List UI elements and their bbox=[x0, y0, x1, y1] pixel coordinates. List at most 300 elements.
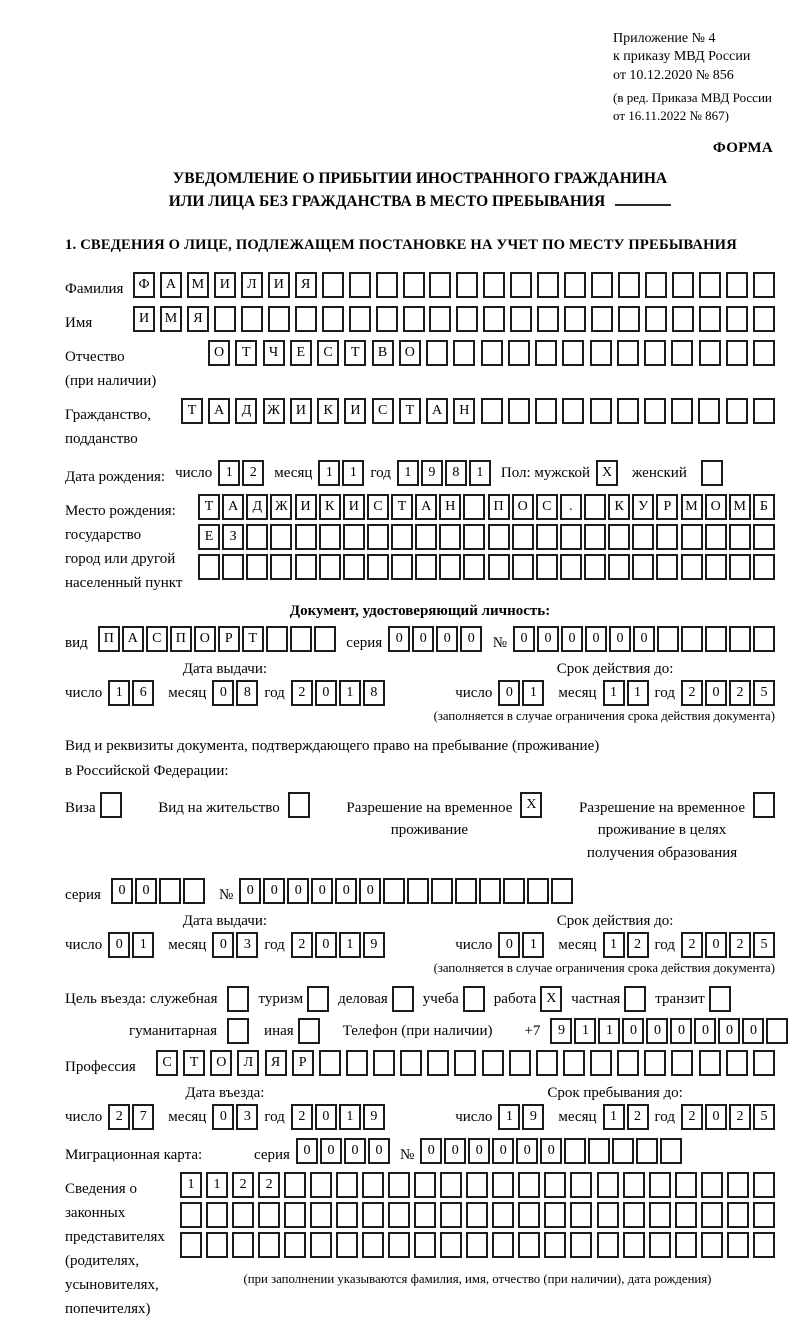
char-box[interactable] bbox=[623, 1202, 645, 1228]
char-box[interactable] bbox=[463, 554, 485, 580]
char-box[interactable]: 0 bbox=[670, 1018, 692, 1044]
char-box[interactable] bbox=[753, 306, 775, 332]
char-box[interactable] bbox=[699, 340, 721, 366]
char-box[interactable] bbox=[206, 1232, 228, 1258]
char-box[interactable]: 1 bbox=[498, 1104, 520, 1130]
char-box[interactable] bbox=[376, 272, 398, 298]
char-box[interactable]: X bbox=[520, 792, 542, 818]
char-box[interactable]: И bbox=[133, 306, 155, 332]
char-box[interactable]: Т bbox=[242, 626, 264, 652]
char-box[interactable]: Т bbox=[344, 340, 366, 366]
char-box[interactable]: 0 bbox=[359, 878, 381, 904]
char-box[interactable] bbox=[701, 1232, 723, 1258]
char-box[interactable] bbox=[346, 1050, 368, 1076]
char-box[interactable] bbox=[232, 1202, 254, 1228]
char-box[interactable] bbox=[241, 306, 263, 332]
char-box[interactable] bbox=[307, 986, 329, 1012]
char-box[interactable]: Ч bbox=[263, 340, 285, 366]
char-box[interactable] bbox=[681, 524, 703, 550]
char-box[interactable]: 0 bbox=[468, 1138, 490, 1164]
char-box[interactable] bbox=[551, 878, 573, 904]
char-box[interactable] bbox=[618, 272, 640, 298]
char-box[interactable] bbox=[537, 272, 559, 298]
char-box[interactable]: А bbox=[222, 494, 244, 520]
char-box[interactable]: М bbox=[160, 306, 182, 332]
char-box[interactable]: 0 bbox=[585, 626, 607, 652]
char-box[interactable]: 0 bbox=[212, 680, 234, 706]
char-box[interactable]: 1 bbox=[132, 932, 154, 958]
char-box[interactable] bbox=[671, 398, 693, 424]
char-box[interactable] bbox=[391, 554, 413, 580]
char-box[interactable] bbox=[675, 1172, 697, 1198]
char-box[interactable]: 0 bbox=[212, 1104, 234, 1130]
char-box[interactable]: К bbox=[317, 398, 339, 424]
char-box[interactable]: 3 bbox=[236, 932, 258, 958]
char-box[interactable]: Б bbox=[753, 494, 775, 520]
char-box[interactable] bbox=[295, 306, 317, 332]
char-box[interactable]: М bbox=[729, 494, 751, 520]
char-box[interactable]: О bbox=[208, 340, 230, 366]
char-box[interactable]: 0 bbox=[239, 878, 261, 904]
char-box[interactable] bbox=[362, 1172, 384, 1198]
char-box[interactable] bbox=[753, 792, 775, 818]
char-box[interactable]: 1 bbox=[627, 680, 649, 706]
char-box[interactable] bbox=[675, 1202, 697, 1228]
char-box[interactable]: 0 bbox=[498, 932, 520, 958]
char-box[interactable]: 0 bbox=[705, 680, 727, 706]
char-box[interactable] bbox=[439, 554, 461, 580]
char-box[interactable] bbox=[644, 340, 666, 366]
char-box[interactable]: 1 bbox=[318, 460, 340, 486]
char-box[interactable] bbox=[597, 1172, 619, 1198]
char-box[interactable] bbox=[518, 1202, 540, 1228]
char-box[interactable]: 2 bbox=[108, 1104, 130, 1130]
char-box[interactable] bbox=[590, 340, 612, 366]
char-box[interactable] bbox=[623, 1232, 645, 1258]
char-box[interactable]: С bbox=[367, 494, 389, 520]
char-box[interactable] bbox=[288, 792, 310, 818]
char-box[interactable] bbox=[488, 554, 510, 580]
char-box[interactable] bbox=[298, 1018, 320, 1044]
char-box[interactable] bbox=[483, 272, 505, 298]
char-box[interactable] bbox=[290, 626, 312, 652]
char-box[interactable]: 8 bbox=[445, 460, 467, 486]
char-box[interactable]: 9 bbox=[363, 932, 385, 958]
char-box[interactable] bbox=[570, 1172, 592, 1198]
char-box[interactable] bbox=[503, 878, 525, 904]
char-box[interactable]: 0 bbox=[315, 1104, 337, 1130]
char-box[interactable] bbox=[753, 272, 775, 298]
char-box[interactable] bbox=[645, 306, 667, 332]
char-box[interactable] bbox=[699, 1050, 721, 1076]
char-box[interactable] bbox=[727, 1202, 749, 1228]
char-box[interactable]: 0 bbox=[412, 626, 434, 652]
char-box[interactable] bbox=[415, 524, 437, 550]
char-box[interactable] bbox=[536, 1050, 558, 1076]
char-box[interactable] bbox=[644, 1050, 666, 1076]
char-box[interactable] bbox=[632, 524, 654, 550]
char-box[interactable]: 0 bbox=[609, 626, 631, 652]
char-box[interactable] bbox=[392, 986, 414, 1012]
char-box[interactable]: Д bbox=[235, 398, 257, 424]
char-box[interactable] bbox=[268, 306, 290, 332]
char-box[interactable] bbox=[246, 524, 268, 550]
char-box[interactable] bbox=[284, 1172, 306, 1198]
char-box[interactable] bbox=[608, 554, 630, 580]
char-box[interactable]: Е bbox=[198, 524, 220, 550]
char-box[interactable]: 0 bbox=[646, 1018, 668, 1044]
char-box[interactable] bbox=[510, 306, 532, 332]
char-box[interactable]: Ж bbox=[270, 494, 292, 520]
char-box[interactable] bbox=[590, 398, 612, 424]
char-box[interactable] bbox=[729, 626, 751, 652]
char-box[interactable]: 9 bbox=[421, 460, 443, 486]
char-box[interactable]: К bbox=[608, 494, 630, 520]
char-box[interactable]: 0 bbox=[460, 626, 482, 652]
char-box[interactable]: А bbox=[426, 398, 448, 424]
char-box[interactable]: 1 bbox=[397, 460, 419, 486]
char-box[interactable]: Н bbox=[439, 494, 461, 520]
char-box[interactable]: Л bbox=[241, 272, 263, 298]
char-box[interactable]: 2 bbox=[627, 1104, 649, 1130]
char-box[interactable]: 9 bbox=[522, 1104, 544, 1130]
char-box[interactable]: Т bbox=[198, 494, 220, 520]
char-box[interactable] bbox=[729, 554, 751, 580]
char-box[interactable]: К bbox=[319, 494, 341, 520]
char-box[interactable] bbox=[753, 626, 775, 652]
char-box[interactable] bbox=[232, 1232, 254, 1258]
char-box[interactable] bbox=[512, 524, 534, 550]
char-box[interactable]: 0 bbox=[498, 680, 520, 706]
char-box[interactable] bbox=[560, 524, 582, 550]
char-box[interactable] bbox=[383, 878, 405, 904]
char-box[interactable] bbox=[343, 524, 365, 550]
char-box[interactable] bbox=[180, 1232, 202, 1258]
char-box[interactable]: С bbox=[372, 398, 394, 424]
char-box[interactable]: 2 bbox=[291, 680, 313, 706]
char-box[interactable] bbox=[463, 986, 485, 1012]
char-box[interactable]: Р bbox=[656, 494, 678, 520]
char-box[interactable] bbox=[319, 1050, 341, 1076]
char-box[interactable] bbox=[753, 1050, 775, 1076]
char-box[interactable]: 1 bbox=[522, 932, 544, 958]
char-box[interactable] bbox=[319, 554, 341, 580]
char-box[interactable] bbox=[270, 524, 292, 550]
char-box[interactable]: 5 bbox=[753, 932, 775, 958]
char-box[interactable]: Т bbox=[181, 398, 203, 424]
char-box[interactable]: Я bbox=[265, 1050, 287, 1076]
char-box[interactable] bbox=[672, 272, 694, 298]
char-box[interactable] bbox=[753, 398, 775, 424]
char-box[interactable]: 1 bbox=[522, 680, 544, 706]
char-box[interactable] bbox=[440, 1202, 462, 1228]
char-box[interactable] bbox=[597, 1232, 619, 1258]
char-box[interactable] bbox=[492, 1202, 514, 1228]
char-box[interactable]: 1 bbox=[603, 932, 625, 958]
char-box[interactable] bbox=[376, 306, 398, 332]
char-box[interactable]: 0 bbox=[315, 680, 337, 706]
char-box[interactable]: И bbox=[290, 398, 312, 424]
char-box[interactable] bbox=[427, 1050, 449, 1076]
char-box[interactable]: И bbox=[268, 272, 290, 298]
char-box[interactable]: А bbox=[208, 398, 230, 424]
char-box[interactable]: 0 bbox=[540, 1138, 562, 1164]
char-box[interactable] bbox=[644, 398, 666, 424]
char-box[interactable] bbox=[456, 306, 478, 332]
char-box[interactable]: 0 bbox=[633, 626, 655, 652]
char-box[interactable] bbox=[295, 524, 317, 550]
char-box[interactable] bbox=[367, 524, 389, 550]
char-box[interactable]: 0 bbox=[742, 1018, 764, 1044]
char-box[interactable]: 1 bbox=[206, 1172, 228, 1198]
char-box[interactable]: 0 bbox=[315, 932, 337, 958]
char-box[interactable] bbox=[701, 1202, 723, 1228]
char-box[interactable] bbox=[660, 1138, 682, 1164]
char-box[interactable] bbox=[431, 878, 453, 904]
char-box[interactable]: 5 bbox=[753, 680, 775, 706]
char-box[interactable] bbox=[492, 1172, 514, 1198]
char-box[interactable]: 2 bbox=[681, 680, 703, 706]
char-box[interactable] bbox=[440, 1172, 462, 1198]
char-box[interactable]: М bbox=[187, 272, 209, 298]
char-box[interactable]: X bbox=[540, 986, 562, 1012]
char-box[interactable] bbox=[597, 1202, 619, 1228]
char-box[interactable] bbox=[284, 1202, 306, 1228]
char-box[interactable]: 1 bbox=[108, 680, 130, 706]
char-box[interactable] bbox=[463, 494, 485, 520]
char-box[interactable]: Р bbox=[218, 626, 240, 652]
char-box[interactable]: 0 bbox=[694, 1018, 716, 1044]
char-box[interactable] bbox=[362, 1232, 384, 1258]
char-box[interactable] bbox=[570, 1232, 592, 1258]
char-box[interactable] bbox=[100, 792, 122, 818]
char-box[interactable] bbox=[388, 1232, 410, 1258]
char-box[interactable]: 0 bbox=[513, 626, 535, 652]
char-box[interactable] bbox=[726, 398, 748, 424]
char-box[interactable] bbox=[343, 554, 365, 580]
char-box[interactable] bbox=[266, 626, 288, 652]
char-box[interactable] bbox=[753, 524, 775, 550]
char-box[interactable] bbox=[675, 1232, 697, 1258]
char-box[interactable] bbox=[429, 306, 451, 332]
char-box[interactable]: 9 bbox=[550, 1018, 572, 1044]
char-box[interactable] bbox=[481, 340, 503, 366]
char-box[interactable]: П bbox=[170, 626, 192, 652]
char-box[interactable] bbox=[726, 340, 748, 366]
char-box[interactable] bbox=[407, 878, 429, 904]
char-box[interactable] bbox=[584, 494, 606, 520]
char-box[interactable]: 0 bbox=[311, 878, 333, 904]
char-box[interactable]: 0 bbox=[212, 932, 234, 958]
char-box[interactable] bbox=[698, 398, 720, 424]
char-box[interactable] bbox=[492, 1232, 514, 1258]
char-box[interactable]: 1 bbox=[180, 1172, 202, 1198]
char-box[interactable] bbox=[482, 1050, 504, 1076]
char-box[interactable]: 1 bbox=[218, 460, 240, 486]
char-box[interactable] bbox=[310, 1172, 332, 1198]
char-box[interactable] bbox=[214, 306, 236, 332]
char-box[interactable] bbox=[349, 272, 371, 298]
char-box[interactable]: 0 bbox=[320, 1138, 342, 1164]
char-box[interactable] bbox=[510, 272, 532, 298]
char-box[interactable] bbox=[766, 1018, 788, 1044]
char-box[interactable] bbox=[618, 306, 640, 332]
char-box[interactable] bbox=[414, 1172, 436, 1198]
char-box[interactable] bbox=[570, 1202, 592, 1228]
char-box[interactable] bbox=[657, 626, 679, 652]
char-box[interactable] bbox=[623, 1172, 645, 1198]
char-box[interactable] bbox=[454, 1050, 476, 1076]
char-box[interactable]: 0 bbox=[111, 878, 133, 904]
char-box[interactable]: 1 bbox=[603, 1104, 625, 1130]
char-box[interactable] bbox=[322, 306, 344, 332]
char-box[interactable]: 3 bbox=[236, 1104, 258, 1130]
char-box[interactable] bbox=[564, 272, 586, 298]
char-box[interactable]: У bbox=[632, 494, 654, 520]
char-box[interactable] bbox=[753, 554, 775, 580]
char-box[interactable]: 1 bbox=[339, 1104, 361, 1130]
char-box[interactable] bbox=[671, 1050, 693, 1076]
char-box[interactable] bbox=[705, 524, 727, 550]
char-box[interactable] bbox=[336, 1202, 358, 1228]
char-box[interactable]: 0 bbox=[436, 626, 458, 652]
char-box[interactable] bbox=[584, 524, 606, 550]
char-box[interactable] bbox=[439, 524, 461, 550]
char-box[interactable] bbox=[336, 1172, 358, 1198]
char-box[interactable] bbox=[512, 554, 534, 580]
char-box[interactable]: 1 bbox=[603, 680, 625, 706]
char-box[interactable] bbox=[636, 1138, 658, 1164]
char-box[interactable] bbox=[753, 1172, 775, 1198]
char-box[interactable] bbox=[624, 986, 646, 1012]
char-box[interactable]: 7 bbox=[132, 1104, 154, 1130]
char-box[interactable] bbox=[709, 986, 731, 1012]
char-box[interactable] bbox=[729, 524, 751, 550]
char-box[interactable] bbox=[319, 524, 341, 550]
char-box[interactable] bbox=[727, 1232, 749, 1258]
char-box[interactable]: 9 bbox=[363, 1104, 385, 1130]
char-box[interactable] bbox=[198, 554, 220, 580]
char-box[interactable]: Т bbox=[391, 494, 413, 520]
char-box[interactable]: 0 bbox=[335, 878, 357, 904]
char-box[interactable] bbox=[336, 1232, 358, 1258]
char-box[interactable]: З bbox=[222, 524, 244, 550]
char-box[interactable] bbox=[414, 1232, 436, 1258]
char-box[interactable]: 0 bbox=[444, 1138, 466, 1164]
char-box[interactable] bbox=[373, 1050, 395, 1076]
char-box[interactable] bbox=[310, 1232, 332, 1258]
char-box[interactable] bbox=[701, 1172, 723, 1198]
char-box[interactable]: 0 bbox=[108, 932, 130, 958]
char-box[interactable] bbox=[564, 306, 586, 332]
char-box[interactable]: М bbox=[681, 494, 703, 520]
char-box[interactable] bbox=[463, 524, 485, 550]
char-box[interactable]: Л bbox=[237, 1050, 259, 1076]
char-box[interactable] bbox=[284, 1232, 306, 1258]
char-box[interactable] bbox=[527, 878, 549, 904]
char-box[interactable] bbox=[362, 1202, 384, 1228]
char-box[interactable] bbox=[518, 1232, 540, 1258]
char-box[interactable] bbox=[672, 306, 694, 332]
char-box[interactable] bbox=[617, 340, 639, 366]
char-box[interactable]: Я bbox=[295, 272, 317, 298]
char-box[interactable] bbox=[258, 1232, 280, 1258]
char-box[interactable] bbox=[535, 340, 557, 366]
char-box[interactable]: Н bbox=[453, 398, 475, 424]
char-box[interactable]: 0 bbox=[388, 626, 410, 652]
char-box[interactable]: 8 bbox=[236, 680, 258, 706]
char-box[interactable] bbox=[649, 1172, 671, 1198]
char-box[interactable] bbox=[466, 1232, 488, 1258]
char-box[interactable] bbox=[536, 554, 558, 580]
char-box[interactable]: 0 bbox=[622, 1018, 644, 1044]
char-box[interactable] bbox=[222, 554, 244, 580]
char-box[interactable]: И bbox=[295, 494, 317, 520]
char-box[interactable]: Т bbox=[183, 1050, 205, 1076]
char-box[interactable] bbox=[699, 306, 721, 332]
char-box[interactable]: О bbox=[194, 626, 216, 652]
char-box[interactable] bbox=[612, 1138, 634, 1164]
char-box[interactable]: 8 bbox=[363, 680, 385, 706]
char-box[interactable] bbox=[632, 554, 654, 580]
char-box[interactable] bbox=[726, 1050, 748, 1076]
char-box[interactable] bbox=[544, 1232, 566, 1258]
char-box[interactable]: О bbox=[399, 340, 421, 366]
char-box[interactable]: 0 bbox=[516, 1138, 538, 1164]
char-box[interactable] bbox=[705, 554, 727, 580]
char-box[interactable] bbox=[584, 554, 606, 580]
char-box[interactable] bbox=[726, 306, 748, 332]
char-box[interactable]: С bbox=[146, 626, 168, 652]
char-box[interactable]: 2 bbox=[681, 1104, 703, 1130]
char-box[interactable]: 0 bbox=[718, 1018, 740, 1044]
char-box[interactable] bbox=[726, 272, 748, 298]
char-box[interactable] bbox=[403, 272, 425, 298]
char-box[interactable] bbox=[656, 554, 678, 580]
char-box[interactable] bbox=[617, 398, 639, 424]
char-box[interactable]: 0 bbox=[561, 626, 583, 652]
char-box[interactable]: А bbox=[415, 494, 437, 520]
char-box[interactable] bbox=[608, 524, 630, 550]
char-box[interactable] bbox=[183, 878, 205, 904]
char-box[interactable]: 2 bbox=[242, 460, 264, 486]
char-box[interactable] bbox=[481, 398, 503, 424]
char-box[interactable] bbox=[681, 626, 703, 652]
char-box[interactable]: 1 bbox=[598, 1018, 620, 1044]
char-box[interactable]: Т bbox=[235, 340, 257, 366]
char-box[interactable] bbox=[403, 306, 425, 332]
char-box[interactable]: 2 bbox=[729, 1104, 751, 1130]
char-box[interactable]: А bbox=[160, 272, 182, 298]
char-box[interactable]: И bbox=[343, 494, 365, 520]
char-box[interactable] bbox=[649, 1232, 671, 1258]
char-box[interactable] bbox=[656, 524, 678, 550]
char-box[interactable] bbox=[466, 1202, 488, 1228]
char-box[interactable]: 1 bbox=[574, 1018, 596, 1044]
char-box[interactable] bbox=[537, 306, 559, 332]
char-box[interactable] bbox=[753, 340, 775, 366]
char-box[interactable] bbox=[562, 398, 584, 424]
char-box[interactable]: Р bbox=[292, 1050, 314, 1076]
char-box[interactable] bbox=[456, 272, 478, 298]
char-box[interactable] bbox=[753, 1232, 775, 1258]
char-box[interactable]: 0 bbox=[368, 1138, 390, 1164]
char-box[interactable] bbox=[645, 272, 667, 298]
char-box[interactable] bbox=[509, 1050, 531, 1076]
char-box[interactable] bbox=[701, 460, 723, 486]
char-box[interactable]: 2 bbox=[681, 932, 703, 958]
char-box[interactable]: 5 bbox=[753, 1104, 775, 1130]
